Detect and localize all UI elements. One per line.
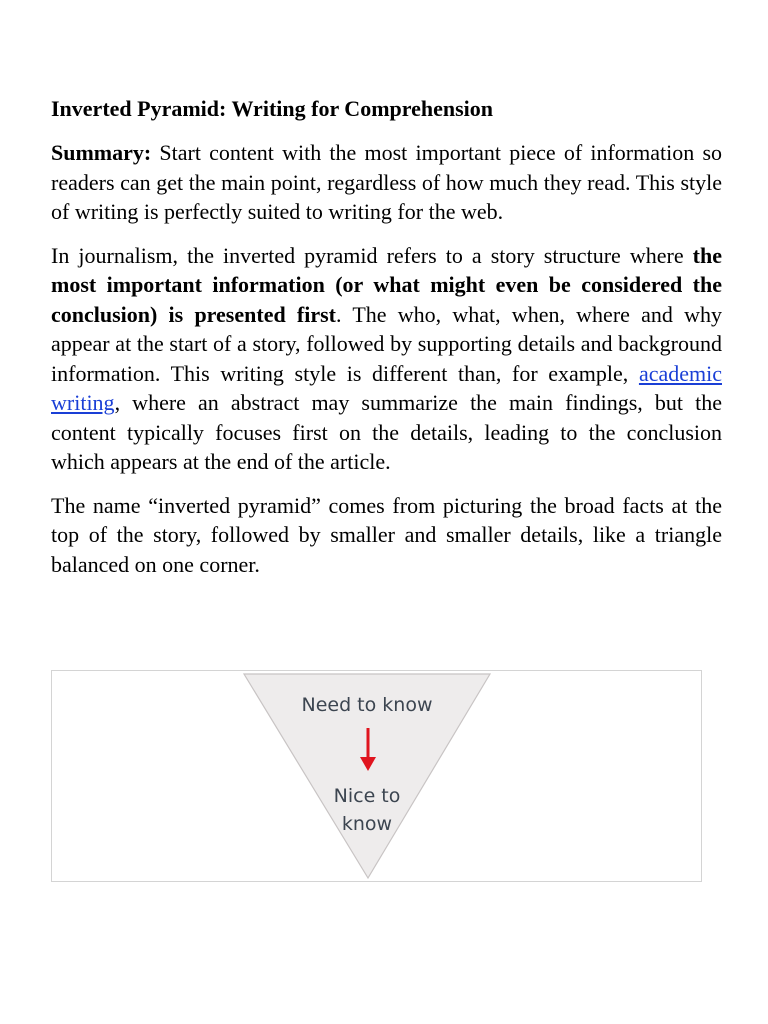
summary-paragraph <box>51 138 722 227</box>
need-to-know-label: Need to know <box>301 694 433 716</box>
nice-to-know-label-line2: know <box>341 813 393 835</box>
summary-label: Summary: <box>51 140 152 165</box>
para2-bold-text: the most important information (or what might even be considered the conclusion) is presented first <box>51 242 722 327</box>
document-title: Inverted Pyramid: Writing for Comprehension <box>51 96 494 121</box>
para2-text-after: , where an abstract may summarize the main findings, but the content typically focuses first on the details, leading to the conclusion which appears at the end of the article. <box>51 390 722 474</box>
nice-to-know-label-line1: Nice to <box>333 785 401 807</box>
inverted-pyramid-figure <box>51 670 702 882</box>
academic-writing-link[interactable]: academic writing <box>51 360 722 415</box>
summary-text: Start content with the most important piece of information so readers can get the main point, regardless of how much they read. This style of writing is perfectly suited to writing for the web. <box>51 140 722 224</box>
document-body <box>51 94 722 593</box>
para2-text-before: In journalism, the inverted pyramid refers to a story structure where <box>51 242 693 268</box>
name-origin-paragraph: The name “inverted pyramid” comes from picturing the broad facts at the top of the story, followed by smaller and smaller details, like a triangle balanced on one corner. <box>51 492 722 577</box>
para2-text-middle: . The who, what, when, where and why appear at the start of a story, followed by supporting details and background information. This writing style is different than, for example, <box>51 301 722 386</box>
inverted-pyramid-diagram <box>52 671 701 881</box>
journalism-paragraph <box>51 241 722 477</box>
